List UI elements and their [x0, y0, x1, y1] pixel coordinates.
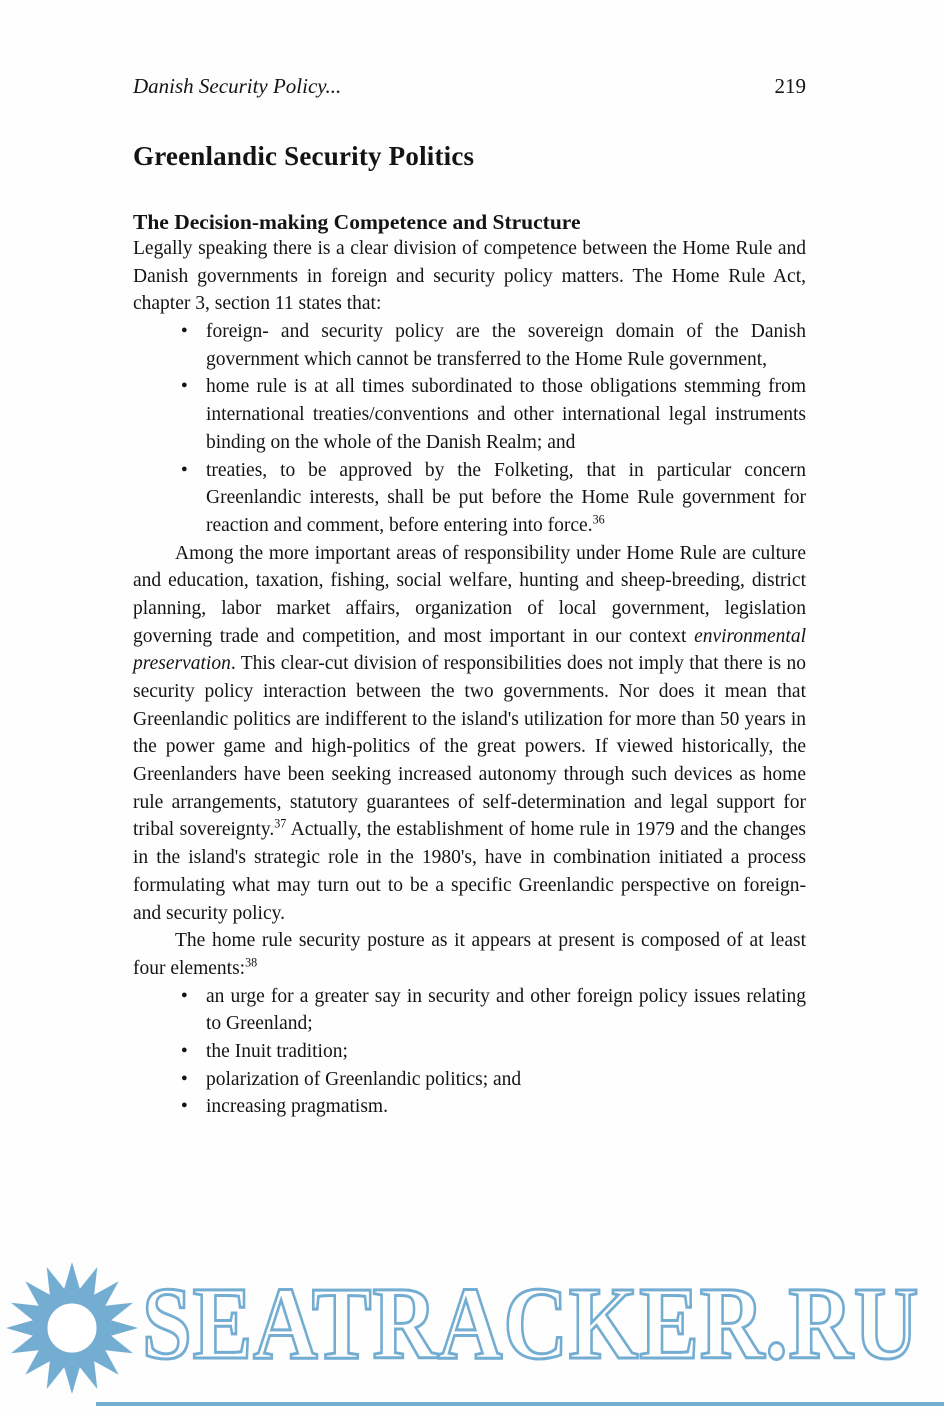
paragraph-text: . This clear-cut division of responsibilities does not imply that there is no security policy interaction between the two governments. Nor does it mean that Greenlandic politics are indifferent to the island's utilization for more than 50 years in the power game and high-politics of the great powers. If viewed historically, the Greenlanders have been seeking increased autonomy through such devices as home rule arrangements, statutory guarantees of self-determination and legal support for tribal sovereignty. — [133, 653, 806, 841]
footnote-ref-37: 37 — [274, 816, 287, 831]
list-item-text: treaties, to be approved by the Folketing, that in particular concern Greenlandic interests, shall be put before the Home Rule government for reaction and comment, before entering into force. — [206, 459, 806, 536]
footnote-ref-38: 38 — [245, 955, 258, 970]
footnote-ref-36: 36 — [592, 512, 605, 527]
paragraph-posture — [133, 927, 806, 982]
running-title: Danish Security Policy... — [133, 74, 342, 98]
watermark — [0, 1256, 944, 1406]
paragraph-text: Actually, the establishment of home rule in 1979 and the changes in the island's strategic role in the 1980's, have in combination initiated a process formulating what may turn out to be a specific Greenlandic perspective on foreign- and security policy. — [133, 819, 806, 924]
list-item-text: polarization of Greenlandic politics; and — [206, 1068, 522, 1090]
paragraph-text: The home rule security posture as it appears at present is composed of at least four elements: — [133, 930, 806, 979]
list-item — [179, 1066, 806, 1094]
footer-line — [96, 1402, 944, 1406]
chapter-heading: Greenlandic Security Politics — [133, 141, 475, 171]
watermark-text: SEATRACKER.RU — [142, 1266, 920, 1381]
sun-logo-icon — [2, 1258, 142, 1398]
list-item — [179, 373, 806, 456]
paragraph-responsibilities — [133, 540, 806, 928]
bullet-list-elements — [133, 983, 806, 1121]
list-item — [179, 318, 806, 373]
page-content — [133, 74, 806, 1121]
list-item — [179, 1093, 806, 1121]
paragraph-text: Among the more important areas of responsibility under Home Rule are culture and education, taxation, fishing, social welfare, hunting and sheep-breeding, district planning, labor market affairs, organization of local government, legislation governing trade and competition, and most important in our context — [133, 542, 806, 647]
bullet-list-home-rule-act — [133, 318, 806, 540]
list-item — [179, 457, 806, 540]
section-subheading: The Decision-making Competence and Structure — [133, 210, 581, 234]
list-item-text: an urge for a greater say in security and other foreign policy issues relating to Greenland; — [206, 985, 806, 1035]
paragraph-intro: Legally speaking there is a clear division of competence between the Home Rule and Danish governments in foreign and security policy matters. The Home Rule Act, chapter 3, section 11 states that: — [133, 238, 806, 315]
italic-phrase: environmental preservation — [133, 625, 806, 675]
list-item — [179, 983, 806, 1038]
list-item-text: foreign- and security policy are the sovereign domain of the Danish government which cannot be transferred to the Home Rule government, — [206, 321, 806, 370]
list-item-text: home rule is at all times subordinated to those obligations stemming from international treaties/conventions and other international legal instruments binding on the whole of the Danish Realm; and — [206, 376, 806, 453]
page-number: 219 — [774, 74, 806, 98]
list-item-text: the Inuit tradition; — [206, 1040, 348, 1062]
running-header — [133, 74, 806, 99]
list-item — [179, 1038, 806, 1066]
list-item-text: increasing pragmatism. — [206, 1096, 388, 1118]
